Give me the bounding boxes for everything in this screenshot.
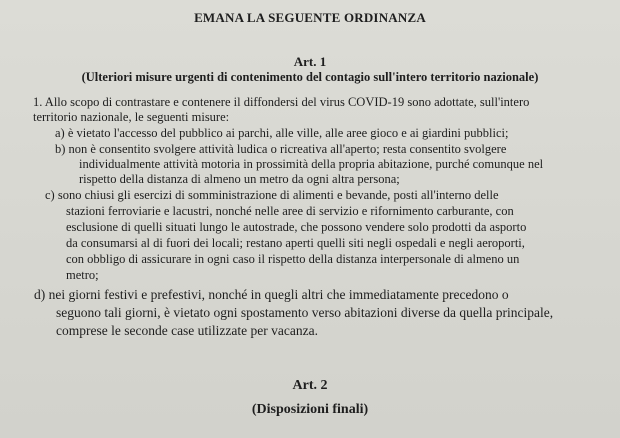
item-c-line: c) sono chiusi gli esercizi di somministrazione di alimenti e bevande, posti all'interno delle [45, 188, 499, 202]
item-b-line: b) non è consentito svolgere attività ludica o ricreativa all'aperto; resta consentito svolgere [55, 142, 507, 156]
item-d-line: seguono tali giorni, è vietato ogni spostamento verso abitazioni diverse da quella principale, [56, 305, 554, 320]
item-c-line: stazioni ferroviarie e lacustri, nonché nelle aree di servizio e rifornimento carburante, con [66, 204, 514, 218]
item-c-line: con obbligo di assicurare in ogni caso il rispetto della distanza interpersonale di almeno un [66, 252, 520, 266]
intro-line: 1. Allo scopo di contrastare e contenere il diffondersi del virus COVID-19 sono adottate, sull'intero [33, 95, 530, 109]
item-d-line: d) nei giorni festivi e prefestivi, nonché in quegli altri che immediatamente precedono o [34, 287, 509, 302]
article-2-subtitle: (Disposizioni finali) [251, 402, 369, 417]
item-c-line: da consumarsi al di fuori dei locali; restano aperti quelli siti negli ospedali e negli aeroporti, [66, 236, 525, 250]
article-1-title: Art. 1 [293, 54, 327, 69]
article-2-title: Art. 2 [292, 378, 328, 393]
item-c-line: esclusione di quelli situati lungo le autostrade, che possono vendere solo prodotti da asporto [66, 220, 527, 234]
intro-line: territorio nazionale, le seguenti misure: [33, 110, 230, 124]
item-d-line: comprese le seconde case utilizzate per vacanza. [56, 323, 318, 338]
item-c-line: metro; [66, 268, 99, 282]
document-title: EMANA LA SEGUENTE ORDINANZA [194, 10, 426, 25]
item-b-line: rispetto della distanza di almeno un metro da ogni altra persona; [79, 172, 400, 186]
article-1-subtitle: (Ulteriori misure urgenti di contenimento del contagio sull'intero territorio nazionale) [81, 70, 539, 84]
item-a-line: a) è vietato l'accesso del pubblico ai parchi, alle ville, alle aree gioco e ai giardini pubblici; [55, 126, 509, 140]
item-b-line: individualmente attività motoria in prossimità della propria abitazione, purché comunque nel [79, 157, 544, 171]
